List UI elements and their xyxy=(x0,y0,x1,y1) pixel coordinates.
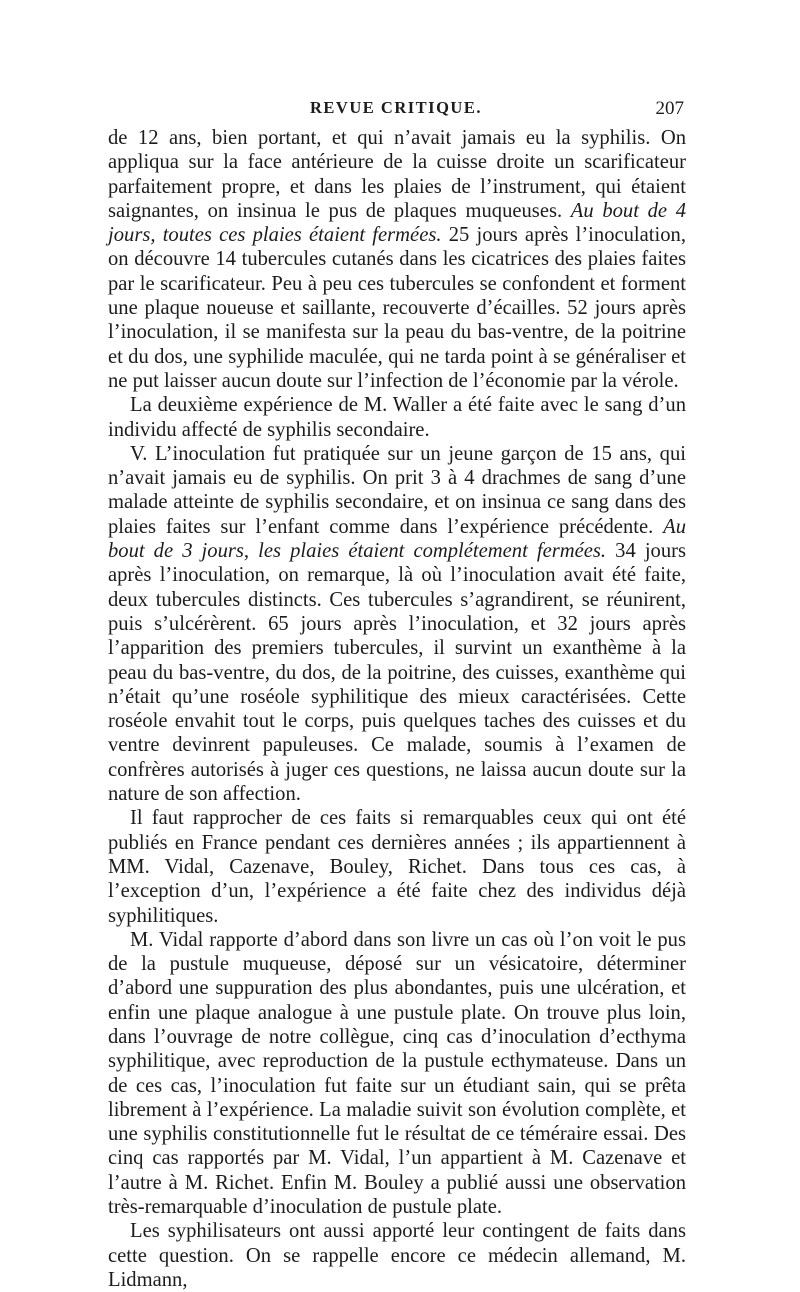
page-header xyxy=(108,98,684,122)
paragraph-italic: Au bout de 3 jours, les plaies étaient complétement fermées. xyxy=(108,515,686,563)
paragraph-text: 34 jours après l’inoculation, on remarque, là où l’inoculation avait été faite, deux tubercules distincts. Ces tubercules s’agrandirent, se réunirent, puis s’ulcérèrent. 65 jours après l’inoculation, et 32 jours après l’apparition des premiers tubercules, il survint un exanthème à la peau du bas-ventre, du dos, de la poitrine, des cuisses, exanthème qui n’était qu’une roséole syphilitique des mieux caractérisées. Cette roséole envahit tout le corps, puis quelques taches des cuisses et du ventre devinrent papuleuses. Ce malade, soumis à l’examen de confrères autorisés à juger ces questions, ne laissa aucun doute sur la nature de son affection. xyxy=(108,540,686,806)
page-number: 207 xyxy=(655,98,684,119)
paragraph-italic: Au bout de 4 jours, toutes ces plaies étaient fermées. xyxy=(108,199,687,247)
paragraph: Il faut rapprocher de ces faits si remarquables ceux qui ont été publiés en France pendant ces dernières années ; ils appartiennent à MM. Vidal, Cazenave, Bouley, Richet. Dans tous ces cas, à l’exception d’un, l’expérience a été faite chez des individus déjà syphilitiques. xyxy=(108,807,686,927)
paragraph-continuation xyxy=(108,126,686,393)
paragraph: M. Vidal rapporte d’abord dans son livre un cas où l’on voit le pus de la pustule muqueuse, déposé sur un vésicatoire, déterminer d’abord une suppuration des plus abondantes, puis une ulcération, et enfin une plaque analogue à une pustule plate. On trouve plus loin, dans l’ouvrage de notre collègue, cinq cas d’inoculation d’ecthyma syphilitique, avec reproduction de la pustule ecthymateuse. Dans un de ces cas, l’inoculation fut faite sur un étudiant sain, qui se prêta librement à l’expérience. La maladie suivit son évolution complète, et une syphilis constitutionnelle fut le résultat de ce téméraire essai. Des cinq cas rapportés par M. Vidal, l’un appartient à M. Cazenave et l’autre à M. Richet. Enfin M. Bouley a publié aussi une observation très-remarquable d’inoculation de pustule plate. xyxy=(108,928,686,1219)
paragraph-text: 25 jours après l’inoculation, on découvre 14 tubercules cutanés dans les cicatrices des plaies faites par le scarificateur. Peu à peu ces tubercules se confondent et forment une plaque noueuse et saillante, recouverte d’écailles. 52 jours après l’inoculation, il se manifesta sur la peau du bas-ventre, de la poitrine et du dos, une syphilide maculée, qui ne tarda point à se généraliser et ne put laisser aucun doute sur l’infection de l’économie par la vérole. xyxy=(108,224,686,392)
body-text xyxy=(108,126,686,1292)
running-title: REVUE CRITIQUE. xyxy=(310,98,482,117)
paragraph: La deuxième expérience de M. Waller a été faite avec le sang d’un individu affecté de syphilis secondaire. xyxy=(108,394,686,441)
paragraph-experiment-v xyxy=(108,442,686,806)
paragraph: Les syphilisateurs ont aussi apporté leur contingent de faits dans cette question. On se rappelle encore ce médecin allemand, M. Lidmann, xyxy=(108,1220,686,1291)
paragraph-text: de 12 ans, bien portant, et qui n’avait jamais eu la syphilis. On appliqua sur la face antérieure de la cuisse droite un scarificateur parfaitement propre, et dans les plaies de l’instrument, qui étaient saignantes, on insinua le pus de plaques muqueuses. xyxy=(108,127,686,222)
paragraph-text: V. L’inoculation fut pratiquée sur un jeune garçon de 15 ans, qui n’avait jamais eu de syphilis. On prit 3 à 4 drachmes de sang d’une malade atteinte de syphilis secondaire, et on insinua ce sang dans des plaies faites sur l’enfant comme dans l’expérience précédente. xyxy=(108,442,686,538)
